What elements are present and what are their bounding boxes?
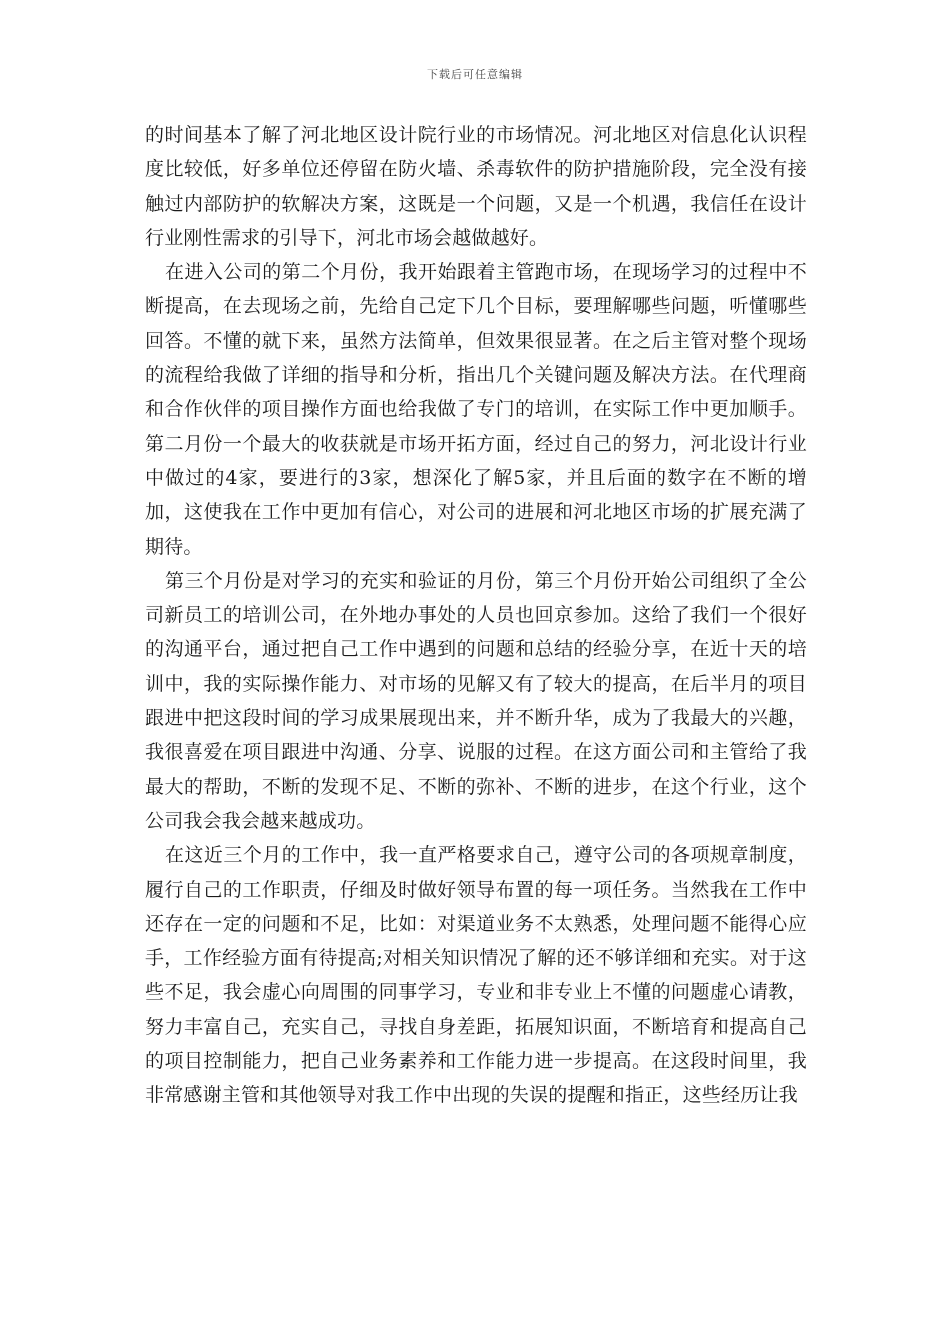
editable-download-note: 下载后可任意编辑	[427, 68, 523, 81]
document-body	[145, 118, 807, 1113]
paragraph-second-month: 在进入公司的第二个月份，我开始跟着主管跑市场，在现场学习的过程中不断提高，在去现场之前，先给自己定下几个目标，要理解哪些问题，听懂哪些回答。不懂的就下来，虽然方法简单，但效果很显著。在之后主管对整个现场的流程给我做了详细的指导和分析，指出几个关键问题及解决方法。在代理商和合作伙伴的项目操作方面也给我做了专门的培训，在实际工作中更加顺手。第二月份一个最大的收获就是市场开拓方面，经过自己的努力，河北设计行业中做过的4家，要进行的3家，想深化了解5家，并且后面的数字在不断的增加，这使我在工作中更加有信心，对公司的进展和河北地区市场的扩展充满了期待。	[145, 261, 807, 558]
paragraph-continuation: 的时间基本了解了河北地区设计院行业的市场情况。河北地区对信息化认识程度比较低，好多单位还停留在防火墙、杀毒软件的防护措施阶段，完全没有接触过内部防护的软解决方案，这既是一个问题，又是一个机遇，我信任在设计行业刚性需求的引导下，河北市场会越做越好。	[145, 124, 807, 249]
paragraph-summary: 在这近三个月的工作中，我一直严格要求自己，遵守公司的各项规章制度，履行自己的工作职责，仔细及时做好领导布置的每一项任务。当然我在工作中还存在一定的问题和不足，比如：对渠道业务不太熟悉，处理问题不能得心应手，工作经验方面有待提高;对相关知识情况了解的还不够详细和充实。对于这些不足，我会虚心向周围的同事学习，专业和非专业上不懂的问题虚心请教，努力丰富自己，充实自己，寻找自身差距，拓展知识面，不断培育和提高自己的项目控制能力，把自己业务素养和工作能力进一步提高。在这段时间里，我非常感谢主管和其他领导对我工作中出现的失误的提醒和指正，这些经历让我	[145, 844, 807, 1107]
paragraph-third-month: 第三个月份是对学习的充实和验证的月份，第三个月份开始公司组织了全公司新员工的培训公司，在外地办事处的人员也回京参加。这给了我们一个很好的沟通平台，通过把自己工作中遇到的问题和总结的经验分享，在近十天的培训中，我的实际操作能力、对市场的见解又有了较大的提高，在后半月的项目跟进中把这段时间的学习成果展现出来，并不断升华，成为了我最大的兴趣，我很喜爱在项目跟进中沟通、分享、说服的过程。在这方面公司和主管给了我最大的帮助，不断的发现不足、不断的弥补、不断的进步，在这个行业，这个公司我会我会越来越成功。	[145, 569, 807, 832]
